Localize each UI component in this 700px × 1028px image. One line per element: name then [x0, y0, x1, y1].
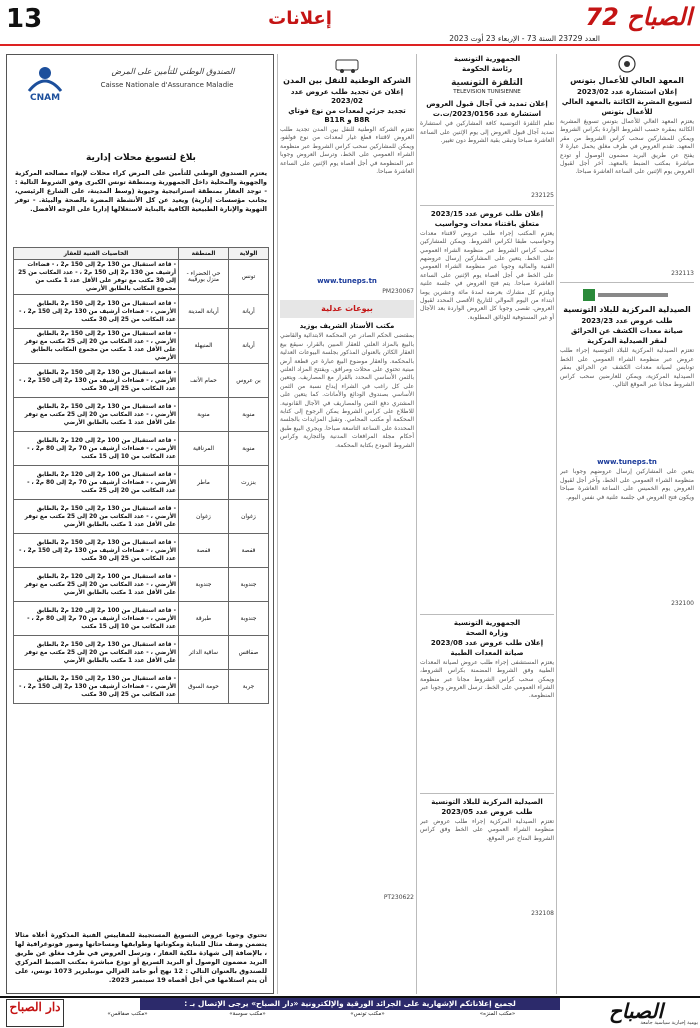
- cell-area: ماطر: [179, 466, 229, 500]
- judicial-notice-banner: بيوعات عدلية: [280, 300, 414, 318]
- cell-governorate: جندوبة: [229, 602, 269, 636]
- cell-specs: - قاعة استقبال من 130 م2 إلى 150 م2 بالطابق الأرضي ، - عدد المكاتب من 20 إلى 25 مكتب مع توفر على الأقل عدد 1 مكتب بالطابق الأرضي: [14, 398, 179, 432]
- tv-ad-subtitle: استشارة عدد 2023/0156/ت.ت: [432, 110, 542, 119]
- sntri-ad-line: إعلان عن تجديد طلب عروض عدد 2023/02: [290, 88, 404, 105]
- ad3-subtitle: صيانة المعدات الطبية: [450, 648, 524, 657]
- property-table: [13, 247, 269, 704]
- sntri-ad-body: تعتزم الشركة الوطنية للنقل بين المدن تجديد طلب العروض لاقتناء قطع غيار لمعدات من نوع فولفو، ويمكن للمشاركين سحب كراس الشروط عبر منظومة الشراء العمومي على الخط، وترسل العروض وجوبا عبر المنظومة في أجل أقصاه يوم الإثنين على الساعة العاشرة صباحا.: [280, 126, 414, 176]
- cell-area: حي الخضراء - منزل بورقيبة: [179, 260, 229, 295]
- cell-governorate: بن عروس: [229, 364, 269, 398]
- cell-specs: - قاعة استقبال من 100 م2 إلى 120 م2 بالطابق الأرضي ، - عدد المكاتب من 20 إلى 25 مكتب مع توفر على الأقل عدد 1 مكتب بالطابق الأرضي: [14, 568, 179, 602]
- cell-specs: - قاعة استقبال من 100 م2 إلى 120 م2 بالطابق الأرضي ، - فضاءات أرشيف من 70 م2 إلى 80 م2 ، - عدد المكاتب من 20 إلى 25 مكتب: [14, 466, 179, 500]
- ad1-body: يعتزم المعهد العالي للأعمال بتونس تسويغ المشربة الكائنة بمقره حسب الشروط الواردة بكراس الشروط ويمكن للمشاركين سحب كراس الشروط من مقر المعهد. تقدم العروض في ظرف مغلق يحمل عبارة لا يفتح عن طريق البريد مضمون الوصول أو تودع مباشرة بمكتب الضبط بالمعهد. آخر أجل لقبول العروض يوم الإثنين على الساعة العاشرة صباحا.: [560, 118, 694, 176]
- ad2-site[interactable]: www.tuneps.tn: [597, 458, 657, 467]
- notice-subtitle: مكتب الأستاذ الشريف بوزيد: [299, 322, 395, 331]
- ad3-body: يعتزم المستشفى إجراء طلب عروض لصيانة المعدات الطبية وفق الشروط المضمنة بكراس الشروط، ويمكن سحب كراس الشروط مجانا عبر منظومة الشراء العمومي على الخط. ترسل العروض وجوبا عبر المنظومة.: [420, 658, 554, 700]
- table-row: [14, 534, 269, 568]
- column-center-left: [280, 54, 414, 994]
- cell-governorate: بنزرت: [229, 466, 269, 500]
- ad4-subtitle: طلب عروض عدد 2023/05: [441, 807, 533, 816]
- tv-logo: التلفزة التونسية TELEVISION TUNISIENNE: [451, 78, 523, 95]
- cell-governorate: جندوبة: [229, 568, 269, 602]
- ad2-body-2: يتعين على المشاركين إرسال عروضهم وجوبا عبر منظومة الشراء العمومي على الخط، وآخر أجل لقبول العروض يوم الخميس على الساعة العاشرة صباحا ويكون فتح العروض في جلسة علنية في نفس اليوم.: [560, 468, 694, 501]
- cell-specs: - قاعة استقبال من 100 م2 إلى 120 م2 بالطابق الأرضي ، - فضاءات أرشيف من 70 م2 إلى 80 م2 ، - عدد المكاتب من 10 إلى 15 مكتب: [14, 432, 179, 466]
- cell-area: أريانة المدينة: [179, 295, 229, 329]
- ad2-line: صيانة معدات الكشف عن الحرائق: [570, 327, 684, 336]
- cell-governorate: زغوان: [229, 500, 269, 534]
- cell-governorate: منوبة: [229, 398, 269, 432]
- cell-area: حومة السوق: [179, 670, 229, 704]
- ad2-body: يعتزم المكتب إجراء طلب عروض لاقتناء معدات وحواسيب طبقا لكراس الشروط. ويمكن للمشاركين سحب كراس الشروط عبر منظومة الشراء العمومي على الخط. يتعين على المشاركين إرسال عروضهم الفنية والمالية وجوبا عبر منظومة الشراء العمومي على الخط في أجل أقصاه يوم الإثنين على الساعة العاشرة صباحا. يتم فتح العروض في جلسة علنية ويلتزم كل مشارك بعرضه لمدة مائة وعشرين يوما ابتداء من اليوم الموالي للتاريخ الأقصى المحدد لقبول العروض. تقصى وجوبا كل العروض الواردة بعد الآجال أو غير المستوفية للوثائق المطلوبة.: [420, 229, 554, 321]
- cell-governorate: أريانة: [229, 295, 269, 329]
- column-divider: [556, 54, 557, 994]
- sntri-ref: PM230067: [382, 288, 414, 295]
- cell-specs: - قاعة استقبال من 130 م2 إلى 150 م2 ، - فضاءات أرشيف من 130 م2 إلى 150 م2 ، - عدد المكاتب من 25 إلى 30 مكتب مع توفر على الأقل عدد 1 مكتب من مجموع المكاتب بالطابق الأرضي: [14, 260, 179, 295]
- cnam-outro: تحتوي وجوبا عروض التسويغ المستجيبة للمقاييس الفنية المذكورة أعلاه مثالا يتضمن وصف مثال للبناية ومكوناتها وطوابقها ومساحاتها وصور فوتوغرافية لها ، بالإضافة إلى شهادة ملكية العقار ، وترسل العروض في ظرف مغلق عن طريق البريد مضمون الوصول أو البريد السريع أو تودع مباشرة بمكتب الضبط المركزي للصندوق بالعنوان التالي : 12 نهج أبو حامد الغزالي مونبليزير 1073 تونس، على أن يتم استلامها في أجل أقصاه 19 سبتمبر 2023.: [15, 931, 268, 984]
- issue-line: العدد 23729 السنة 73 - الإربعاء 23 أوت 2023: [449, 34, 600, 43]
- cell-area: منوبة: [179, 398, 229, 432]
- footer-contact-bar: لجميع إعلاناتكم الإشهارية على الجرائد الورقية والإلكترونية «دار الصباح» يرجى الإتصال بـ :: [140, 998, 560, 1010]
- ad3-header-2: وزارة الصحة: [465, 628, 509, 637]
- ad2-line: طلب عروض عدد 2023/23: [581, 317, 673, 326]
- footer-right-logo: الصباح: [608, 999, 664, 1023]
- cnam-intro: يعتزم الصندوق الوطني للتأمين على المرض كراء محلات لإيواء مصالحه المركزية والجهوية والمحلية داخل الجمهورية وبمنطقة تونس الكبرى وفق الشروط التالية : - توجد العقار بمنطقة استراتيجية وحيوية (وسط المدينة، على الشارع الرئيسي، بجانب مؤسسات إدارية) ويعيد عن كل الأنشطة المضرة بالصحة والبيئة. - توفر التهوية والإنارة الطبيعية الكافية بالبناية لاستغلالها إداريا على الوجه الأفضل.: [15, 169, 267, 213]
- table-row: [14, 636, 269, 670]
- table-row: [14, 602, 269, 636]
- column-divider: [416, 54, 417, 994]
- notice-ref: PT230622: [383, 894, 414, 902]
- table-row: [14, 466, 269, 500]
- th-specs: الخاصيات الفنية للعقار: [14, 248, 179, 260]
- sntri-logo-icon: [334, 54, 360, 74]
- ad1-line: لتسويغ المشربة الكائنة بالمعهد العالي: [561, 98, 693, 106]
- ad-header: الجمهورية التونسية: [453, 55, 521, 63]
- column-divider: [277, 54, 278, 994]
- footer-slogan: يومية إخبارية سياسية جامعة: [640, 1020, 698, 1026]
- page-header: [0, 0, 700, 46]
- table-row: [14, 364, 269, 398]
- institute-logo-icon: [616, 54, 638, 74]
- cell-specs: - قاعة استقبال من 130 م2 إلى 150 م2 بالطابق الأرضي ، - فضاءات أرشيف من 130 م2 إلى 150 م2 ، - عدد المكاتب من 25 إلى 30 مكتب: [14, 364, 179, 398]
- cnam-french-name: Caisse Nationale d'Assurance Maladie: [100, 81, 234, 89]
- ad2-title: إعلان طلب عروض عدد 2023/15: [430, 209, 544, 218]
- tv-ad-ref: 232125: [531, 192, 554, 200]
- ad3-header: الجمهورية التونسية: [453, 618, 521, 627]
- footer-office-sfax: «مكتب صفاقس»: [107, 1011, 148, 1017]
- footer-left-logo: دار الصباح: [6, 999, 64, 1027]
- table-row: [14, 329, 269, 364]
- column-center-right: [420, 54, 554, 994]
- table-row: [14, 260, 269, 295]
- cell-governorate: منوبة: [229, 432, 269, 466]
- cell-area: ساقية الدائر: [179, 636, 229, 670]
- table-row: [14, 432, 269, 466]
- th-governorate: الولاية: [229, 248, 269, 260]
- ad3-title: إعلان طلب عروض عدد 2023/08: [430, 638, 544, 647]
- table-row: [14, 295, 269, 329]
- cell-governorate: صفاقس: [229, 636, 269, 670]
- tv-ad-body: تعلم التلفزة التونسية كافة المشاركين في استشارة تمديد آجال قبول العروض إلى يوم الإثنين على الساعة العاشرة صباحا وتبقى بقية الشروط دون تغيير.: [420, 120, 554, 145]
- cell-specs: - قاعة استقبال من 130 م2 إلى 150 م2 بالطابق الأرضي ، - عدد المكاتب من 20 إلى 25 مكتب مع توفر على الأقل عدد 1 مكتب بالطابق الأرضي: [14, 636, 179, 670]
- cell-area: طبرقة: [179, 602, 229, 636]
- cell-specs: - قاعة استقبال من 130 م2 إلى 150 م2 بالطابق الأرضي ، - فضاءات أرشيف من 130 م2 إلى 150 م2 ، - عدد المكاتب من 25 إلى 30 مكتب: [14, 534, 179, 568]
- ad2-line: لمقر الصيدلية المركزية: [587, 337, 667, 346]
- ad1-subtitle: إعلان استشارة عدد 2023/02: [576, 88, 678, 96]
- ad4-ref: 232108: [531, 909, 554, 917]
- ad2-ref: 232100: [671, 600, 694, 608]
- table-row: [14, 500, 269, 534]
- cell-specs: - قاعة استقبال من 130 م2 إلى 150 م2 بالطابق الأرضي ، - عدد المكاتب من 20 إلى 25 مكتب مع توفر على الأقل عدد 1 مكتب من مجموع المكاتب بالطابق الأرضي: [14, 329, 179, 364]
- cnam-ad-title: بلاغ لتسويغ محلات إدارية: [86, 153, 196, 163]
- sntri-ad-title: الشركة الوطنية للنقل بين المدن: [283, 76, 411, 85]
- cell-specs: - قاعة استقبال من 130 م2 إلى 150 م2 بالطابق الأرضي ، - فضاءات أرشيف من 130 م2 إلى 150 م2 ، - عدد المكاتب من 25 إلى 30 مكتب: [14, 295, 179, 329]
- brand-logo: 72 الصباح: [585, 2, 692, 31]
- cell-area: المنيهلة: [179, 329, 229, 364]
- cell-specs: - قاعة استقبال من 130 م2 إلى 150 م2 بالطابق الأرضي ، - فضاءات أرشيف من 130 م2 إلى 150 م2 ، - عدد المكاتب من 25 إلى 30 مكتب: [14, 670, 179, 704]
- section-title: إعلانات: [268, 8, 332, 29]
- cell-area: قفصة: [179, 534, 229, 568]
- table-row: [14, 568, 269, 602]
- column-right: [560, 54, 694, 994]
- cell-governorate: أريانة: [229, 329, 269, 364]
- ad2-body: تعتزم الصيدلية المركزية للبلاد التونسية إجراء طلب عروض عبر منظومة الشراء العمومي على الخط تونابس لصيانة معدات الكشف عن الحرائق بمقر الصيدلية المركزية، ويمكن للعارضين سحب كراس الشروط مجانا عبر الموقع التالي.: [560, 347, 694, 389]
- notice-body: بمقتضى الحكم الصادر عن المحكمة الابتدائية والقاضي بالبيع بالمزاد العلني للعقار المبين بالقرار، سيقع بيع العقار الكائن بالعنوان المذكور بجلسة البيوعات العدلية بالمحكمة. والعقار موضوع البيع عبارة عن قطعة أرض مبنية تحتوي على محلات ومرافق. ويفتتح المزاد العلني بالثمن الأساسي المحدد بالقرار مع المصاريف. ويتعين على كل راغب في الشراء إيداع نسبة من الثمن الأساسي بصندوق الودائع والأمانات. كما يتعين على المشتري دفع الثمن والمصاريف في الآجال القانونية. للاطلاع على كراس الشروط يمكن الرجوع إلى كتابة المحكمة أو مكتب المحامي. وتقبل المزايدات بالجلسة المحددة على الساعة التاسعة صباحا. ويجري البيع طبق أحكام مجلة المرافعات المدنية والتجارية وكراس الشروط المودع بكتابة المحكمة.: [280, 332, 414, 449]
- th-area: المنطقة: [179, 248, 229, 260]
- table-row: [14, 670, 269, 704]
- footer-office-sousse: «مكتب سوسة»: [229, 1011, 266, 1017]
- cell-area: جندوبة: [179, 568, 229, 602]
- svg-text:CNAM: CNAM: [29, 93, 61, 101]
- ad1-ref: 232113: [671, 270, 694, 277]
- sntri-ad-line: تجديد جزئي لمعدات من نوع فوتاي B8R و B11R: [288, 107, 406, 124]
- cnam-arabic-name: الصندوق الوطني للتأمين على المرض: [111, 67, 235, 76]
- pharmacy-logo-icon: [582, 287, 672, 303]
- cell-specs: - قاعة استقبال من 130 م2 إلى 150 م2 بالطابق الأرضي ، - عدد المكاتب من 20 إلى 25 مكتب مع توفر على الأقل عدد 1 مكتب بالطابق الأرضي: [14, 500, 179, 534]
- cell-governorate: تونس: [229, 260, 269, 295]
- footer-office-tunis: «مكتب تونس»: [350, 1011, 385, 1017]
- cell-area: زغوان: [179, 500, 229, 534]
- tv-ad-title: إعلان تمديد في آجال قبول العروض: [426, 100, 548, 109]
- cell-area: حمام الأنف: [179, 364, 229, 398]
- table-row: [14, 398, 269, 432]
- ad4-body: تعتزم الصيدلية المركزية إجراء طلب عروض عبر منظومة الشراء العمومي على الخط وفق كراس الشروط المتاح عبر الموقع.: [420, 817, 554, 842]
- sntri-site[interactable]: www.tuneps.tn: [317, 277, 377, 285]
- cell-governorate: جربة: [229, 670, 269, 704]
- footer-office-menzah: «مكتب المنزه»: [479, 1011, 516, 1017]
- cell-governorate: قفصة: [229, 534, 269, 568]
- ad-header-2: رئاسة الحكومة: [462, 65, 512, 73]
- table-header-row: [14, 248, 269, 260]
- ad1-line: للأعمال بتونس: [601, 108, 653, 116]
- ad2-subtitle: متعلق باقتناء معدات وحواسيب: [434, 219, 540, 228]
- ad2-title: الصيدلية المركزية للبلاد التونسية: [563, 305, 691, 315]
- cnam-ad: [6, 54, 274, 994]
- cell-area: المرناقية: [179, 432, 229, 466]
- ad4-title: الصيدلية المركزية للبلاد التونسية: [431, 797, 543, 806]
- ad1-title: المعهد العالي للأعمال بتونس: [570, 76, 684, 85]
- page-number: 13: [6, 4, 43, 34]
- cell-specs: - قاعة استقبال من 100 م2 إلى 120 م2 بالطابق الأرضي ، - فضاءات أرشيف من 70 م2 إلى 80 م2 ، - عدد المكاتب من 10 إلى 15 مكتب: [14, 602, 179, 636]
- cnam-logo-icon: [15, 61, 75, 101]
